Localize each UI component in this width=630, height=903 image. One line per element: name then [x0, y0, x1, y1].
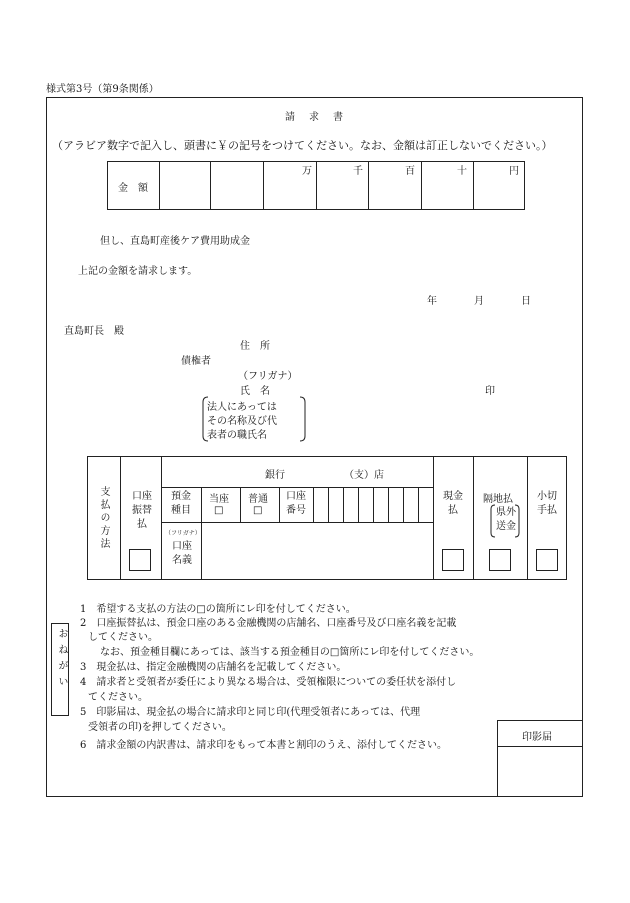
transfer-checkbox[interactable] — [129, 549, 151, 571]
payment-divider — [279, 487, 280, 522]
addressee: 直島町長 殿 — [64, 326, 124, 337]
unit-man: 万 — [302, 166, 312, 177]
digit-divider — [403, 487, 404, 522]
deposit-type-label: 預金種目 — [171, 491, 191, 516]
note-item: てください。 — [88, 692, 148, 703]
account-number-label: 口座番号 — [286, 491, 306, 516]
seal-box-border — [497, 746, 583, 747]
note-item: してください。 — [88, 632, 158, 643]
notes-label: おねがい — [56, 628, 67, 692]
note-item: 2 口座振替払は、預金口座のある金融機関の店舗名、口座番号及び口座名義を記載 — [80, 618, 457, 629]
seal-mark: 印 — [485, 386, 495, 397]
remote-sub-label: 県外送金 — [496, 507, 516, 532]
corp-note-line: 法人にあっては — [207, 402, 277, 413]
corp-note-line: その名称及び代 — [207, 416, 277, 427]
payment-divider — [240, 487, 241, 522]
cash-label: 現金払 — [443, 491, 463, 516]
digit-divider — [373, 487, 374, 522]
payment-divider — [120, 456, 121, 580]
check-checkbox[interactable] — [536, 549, 558, 571]
request-text: 上記の金額を請求します。 — [78, 266, 198, 277]
account-name-label: 口座名義 — [172, 541, 192, 566]
remote-checkbox[interactable] — [489, 549, 511, 571]
amount-divider — [421, 161, 422, 210]
unit-hyaku: 百 — [405, 166, 415, 177]
amount-divider — [263, 161, 264, 210]
address-label: 住 所 — [240, 341, 270, 352]
purpose-text: 但し、直島町産後ケア費用助成金 — [100, 236, 250, 247]
name-label: 氏 名 — [240, 386, 270, 397]
ordinary-account-label: 普通 — [248, 494, 268, 505]
seal-box-label: 印影届 — [522, 732, 552, 743]
form-number: 様式第3号（第9条関係） — [46, 84, 159, 95]
payment-divider — [313, 487, 314, 522]
date-day: 日 — [521, 296, 531, 307]
furigana-label: （フリガナ） — [238, 371, 298, 382]
furigana-small-label: （フリガナ） — [165, 530, 201, 537]
payment-divider — [433, 456, 434, 580]
check-label: 小切手払 — [537, 491, 557, 516]
digit-divider — [343, 487, 344, 522]
digit-divider — [328, 487, 329, 522]
amount-divider — [316, 161, 317, 210]
corp-note-line: 表者の職氏名 — [207, 430, 267, 441]
amount-label: 金 額 — [118, 183, 148, 194]
seal-box-border — [497, 720, 583, 721]
amount-divider — [210, 161, 211, 210]
branch-label: （支）店 — [344, 470, 384, 481]
cash-checkbox[interactable] — [442, 549, 464, 571]
payment-method-label: 支払の方法 — [98, 486, 109, 551]
amount-divider — [473, 161, 474, 210]
note-item: 受領者の印)を押してください。 — [88, 722, 232, 733]
payment-divider — [473, 456, 474, 580]
transfer-label: 口座振替払 — [132, 491, 152, 530]
digit-divider — [418, 487, 419, 522]
payment-divider — [527, 456, 528, 580]
bank-label: 銀行 — [265, 470, 285, 481]
note-item: 4 請求者と受領者が委任により異なる場合は、受領権限についての委任状を添付し — [80, 677, 457, 688]
note-item: 5 印影届は、現金払の場合に請求印と同じ印(代理受領者にあっては、代理 — [80, 707, 421, 718]
note-item: 1 希望する支払の方法の□の箇所にレ印を付してください。 — [80, 604, 356, 615]
note-item: なお、預金種目欄にあっては、該当する預金種目の□箇所にレ印を付してください。 — [100, 647, 480, 658]
unit-juu: 十 — [457, 166, 467, 177]
amount-divider — [159, 161, 160, 210]
payment-divider — [161, 456, 162, 580]
instruction-text: （アラビア数字で記入し、頭書に￥の記号をつけてください。なお、金額は訂正しないでください。） — [52, 139, 553, 152]
remote-label: 隔地払 — [483, 494, 513, 505]
amount-divider — [368, 161, 369, 210]
date-year: 年 — [427, 296, 437, 307]
document-title: 請 求 書 — [285, 112, 345, 123]
creditor-label: 債権者 — [181, 356, 211, 367]
unit-sen: 千 — [353, 166, 363, 177]
digit-divider — [388, 487, 389, 522]
current-checkbox[interactable]: □ — [214, 505, 224, 516]
payment-divider — [201, 487, 202, 580]
date-month: 月 — [474, 296, 484, 307]
unit-en: 円 — [509, 166, 519, 177]
ordinary-checkbox[interactable]: □ — [253, 505, 263, 516]
note-item: 3 現金払は、指定金融機関の店舗名を記載してください。 — [80, 662, 347, 673]
note-item: 6 請求金額の内訳書は、請求印をもって本書と割印のうえ、添付してください。 — [80, 740, 447, 751]
current-account-label: 当座 — [209, 494, 229, 505]
seal-box-border — [497, 720, 498, 797]
digit-divider — [358, 487, 359, 522]
